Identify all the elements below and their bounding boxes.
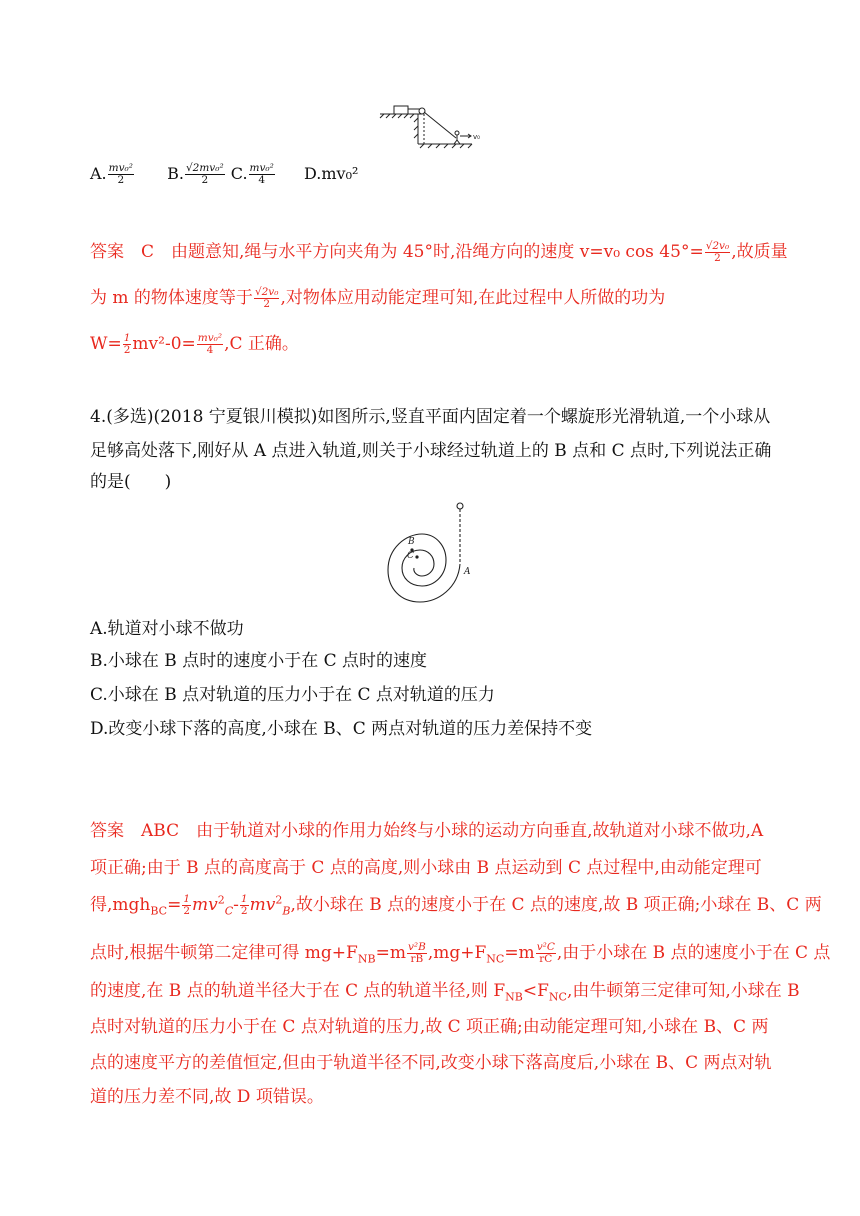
q3-answer-line3: W= $\frac{1}{2}$ mv²-0= $\frac{\text{mv₀²}}{4}$ ,C 正确。 [90,332,299,356]
option-a: A. $\frac{\text{mv₀²}}{2}$ [90,162,133,186]
q4-option-d: D.改变小球下落的高度,小球在 B、C 两点对轨道的压力差保持不变 [90,719,593,739]
q4-stem-line3: 的是( ) [90,472,172,492]
q4-option-a: A.轨道对小球不做功 [90,619,244,639]
q4-answer-line4: 点时,根据牛顿第二定律可得 $mg+F_{NB}=m$ $\frac{\text{v²B}}{rB}$ $,mg+F_{NC}=m$ $\frac{\text{v²C}}{rC}$ ,由于小球在 B 点的速度小于在 C 点 [90,941,831,966]
q4-answer-line7: 点的速度平方的差值恒定,但由于轨道半径不同,改变小球下落高度后,小球在 B、C 两点对轨 [90,1053,772,1073]
q3-answer-line2: 为 m 的物体速度等于 $\frac{\text{√2v₀}}{2}$ ,对物体应用动能定理可知,在此过程中人所做的功为 [90,286,666,310]
q4-option-c: C.小球在 B 点对轨道的压力小于在 C 点对轨道的压力 [90,685,495,705]
q4-answer-line3: 得,mgh$_{BC}$= $\frac{1}{2}$ m𝑣$^2_C$- $\frac{1}{2}$ m𝑣$^2_B$,故小球在 B 点的速度小于在 C 点的速度,故 B 项正确;小球在 B、C 两 [90,893,822,918]
pulley-figure [378,100,488,150]
q4-answer-line1: 答案 ABC 由于轨道对小球的作用力始终与小球的运动方向垂直,故轨道对小球不做功,A [90,821,764,841]
v0-label: v₀ [473,133,480,141]
q4-stem-line2: 足够高处落下,刚好从 A 点进入轨道,则关于小球经过轨道上的 B 点和 C 点时,下列说法正确 [90,441,772,461]
q4-answer-line6: 点时对轨道的压力小于在 C 点对轨道的压力,故 C 项正确;由动能定理可知,小球在 B、C 两 [90,1017,769,1037]
option-d: D.mv₀² [304,164,359,183]
spiral-track-figure [378,496,478,608]
q3-options [90,162,358,186]
label-C: C [407,551,414,561]
option-c: C. $\frac{\text{mv₀²}}{4}$ [230,162,274,186]
q4-answer-line5: 的速度,在 B 点的轨道半径大于在 C 点的轨道半径,则 $F_{NB}<F_{NC}$,由牛顿第三定律可知,小球在 B [90,981,800,1004]
label-B: B [408,537,415,547]
q3-answer-line1: 答案 C 由题意知,绳与水平方向夹角为 45°时,沿绳方向的速度 v=v₀ cos 45°= $\frac{\text{√2v₀}}{2}$ ,故质量 [90,240,788,264]
q4-option-b: B.小球在 B 点时的速度小于在 C 点时的速度 [90,651,428,671]
q4-stem-line1: 4.(多选)(2018 宁夏银川模拟)如图所示,竖直平面内固定着一个螺旋形光滑轨道,一个小球从 [90,407,771,427]
q4-answer-line8: 道的压力差不同,故 D 项错误。 [90,1087,324,1107]
label-A: A [464,567,471,577]
option-b: B. $\frac{\text{√2mv₀²}}{2}$ [167,162,224,186]
q4-answer-line2: 项正确;由于 B 点的高度高于 C 点的高度,则小球由 B 点运动到 C 点过程中,由动能定理可 [90,858,762,878]
